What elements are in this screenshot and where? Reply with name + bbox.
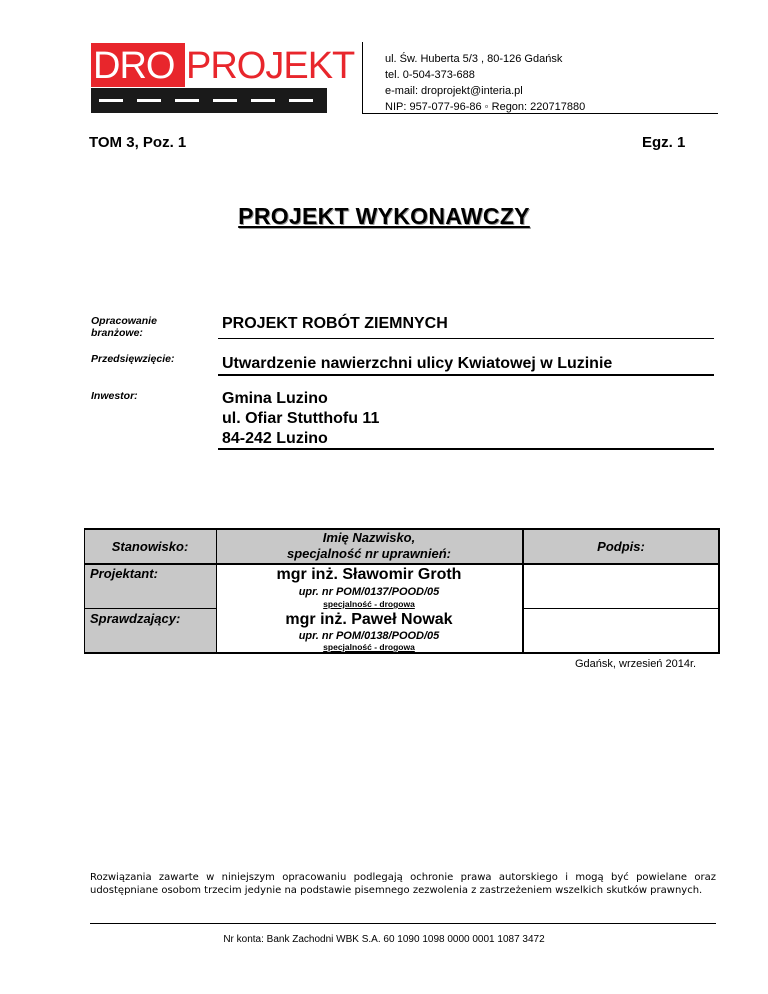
contact-block (385, 51, 585, 115)
row-1-name-cell (216, 564, 522, 609)
table-row-divider-right (522, 608, 720, 609)
venture-value: Utwardzenie nawierzchni ulicy Kwiatowej w Luzinie (222, 355, 613, 372)
table-row-divider-left (84, 608, 216, 609)
investor-rule (218, 448, 714, 450)
row-2-license: upr. nr POM/0138/POOD/05 (298, 630, 440, 642)
investor-line-2: ul. Ofiar Stutthofu 11 (222, 410, 380, 427)
branch-label: Opracowanie branżowe: (91, 315, 157, 339)
table-border-left (84, 528, 85, 654)
row-2-role: Sprawdzający: (90, 611, 181, 626)
row-1-specialty: specjalność - drogowa (323, 599, 415, 609)
header-cell-position (84, 528, 216, 564)
row-1-name: mgr inż. Sławomir Groth (276, 566, 462, 583)
row-1-signature-cell (522, 564, 720, 609)
copy-number: Egz. 1 (642, 134, 686, 151)
table-border-top (84, 528, 720, 530)
row-2-signature-cell (522, 609, 720, 654)
footer-divider (90, 923, 716, 924)
table-col-divider-1 (216, 528, 217, 654)
place-date: Gdańsk, wrzesień 2014r. (575, 658, 697, 670)
row-1-role-cell (84, 564, 216, 609)
table-border-right (718, 528, 720, 654)
branch-value: PROJEKT ROBÓT ZIEMNYCH (222, 315, 448, 332)
company-logo (91, 43, 355, 113)
investor-line-1: Gmina Luzino (222, 390, 328, 407)
logo-text-dro: DRO (93, 45, 175, 87)
branch-rule (218, 338, 714, 339)
investor-label: Inwestor: (91, 390, 138, 402)
contact-nip: NIP: 957-077-96-86 ◦ Regon: 220717880 (385, 101, 586, 113)
row-2-name-cell (216, 609, 522, 654)
header-sign-text: Podpis: (597, 539, 645, 554)
table-col-divider-2 (522, 528, 524, 654)
table-header-divider (84, 563, 720, 565)
venture-rule (218, 374, 714, 376)
header-position-text: Stanowisko: (111, 539, 189, 554)
contact-address: ul. Św. Huberta 5/3 , 80-126 Gdańsk (385, 53, 563, 65)
row-1-license: upr. nr POM/0137/POOD/05 (298, 586, 440, 598)
logo-text-projekt: PROJEKT (186, 45, 355, 87)
copyright-note: Rozwiązania zawarte w niniejszym opracowaniu podlegają ochronie prawa autorskiego i mogą być powielane oraz udostępniane osobom trzecim jedynie na podstawie pisemnego zezwolenia z zastrzeżeniem wszelkich skutków prawnych. (90, 872, 716, 896)
header-cell-name (216, 528, 522, 564)
table-border-bottom (84, 652, 720, 654)
document-title: PROJEKT WYKONAWCZY (238, 203, 530, 229)
logo-road-bar (91, 88, 327, 113)
header-name-line-1: Imię Nazwisko, (322, 530, 416, 545)
row-2-role-cell (84, 609, 216, 654)
row-1-role: Projektant: (90, 566, 158, 581)
row-2-specialty: specjalność - drogowa (323, 642, 415, 652)
investor-line-3: 84-242 Luzino (222, 430, 328, 447)
contact-email: e-mail: droprojekt@interia.pl (385, 85, 523, 97)
header-cell-sign (522, 528, 720, 564)
header-divider-vertical (362, 42, 363, 114)
contact-phone: tel. 0-504-373-688 (385, 69, 475, 81)
bank-account: Nr konta: Bank Zachodni WBK S.A. 60 1090 1098 0000 0001 1087 3472 (223, 934, 545, 945)
row-2-name: mgr inż. Paweł Nowak (285, 611, 453, 628)
signature-table (84, 528, 720, 654)
venture-label: Przedsięwzięcie: (91, 353, 175, 365)
volume-label: TOM 3, Poz. 1 (89, 134, 187, 151)
header-name-line-2: specjalność nr uprawnień: (287, 546, 451, 561)
